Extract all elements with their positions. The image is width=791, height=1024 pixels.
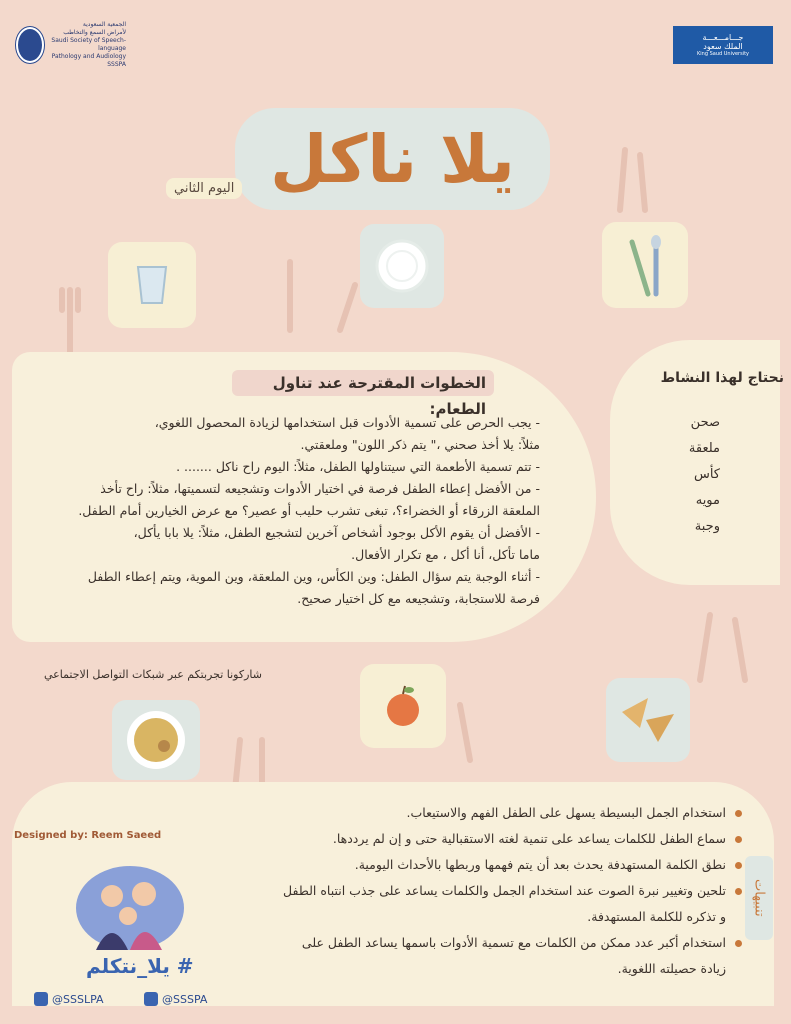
family-icon xyxy=(76,866,184,950)
step-line: - من الأفضل إعطاء الطفل فرصة في اختيار الأدوات وتشجيعه لتسميتها، مثلاً: راح تأخذ xyxy=(100,481,540,496)
step-line: ماما تأكل، أنا أكل ، مع تكرار الأفعال. xyxy=(351,547,540,562)
step-line: الملعقة الزرقاء أو الخضراء؟، تبغى تشرب حليب أو عصير؟ مع عرض الخيارين أمام الطفل. xyxy=(78,503,540,518)
step-line: فرصة للاستجابة، وتشجيعه مع كل اختيار صحيح. xyxy=(297,591,540,606)
list-item: وجبة xyxy=(694,519,720,534)
title-banner xyxy=(235,108,550,210)
meal-bowl-icon xyxy=(124,708,188,772)
glass-icon xyxy=(134,263,170,307)
twitter-icon xyxy=(34,992,48,1006)
needs-title: نحتاج لهذا النشاط xyxy=(660,370,784,386)
list-item: استخدام أكبر عدد ممكن من الكلمات مع تسمية الأدوات باسمها يساعد الطفل على زيادة حصيلته اللغوية. xyxy=(282,930,742,982)
list-item: مويه xyxy=(695,493,720,508)
society-seal-icon xyxy=(16,27,44,63)
step-line: مثلاً: يلا أخذ صحني ،" يتم ذكر اللون" وملعقتي. xyxy=(300,437,540,452)
plate-tile xyxy=(360,224,444,308)
share-text: شاركونا تجربتكم عبر شبكات التواصل الاجتماعي xyxy=(43,668,262,681)
sssplpa-logo: الجمعية السعودية لأمراض السمع والتخاطب Saudi Society of Speech-language Pathology and Audiology SSSPA xyxy=(16,24,126,66)
step-line: - تتم تسمية الأطعمة التي سيتناولها الطفل، مثلاً: اليوم راح ناكل ....... . xyxy=(176,459,540,474)
family-illustration xyxy=(76,866,184,950)
list-item: ملعقة xyxy=(688,441,720,456)
page-title: يلا ناكل xyxy=(270,120,515,198)
hashtag: # يلا_نتكلم xyxy=(86,954,194,978)
cutlery-tile xyxy=(602,222,688,308)
steps-title: الخطوات المقترحة عند تناول الطعام: xyxy=(232,370,494,396)
ksu-logo: جـــامـــعـــة الملك سعود King Saud University xyxy=(673,26,773,64)
samosa-icon xyxy=(618,694,678,746)
plate-icon xyxy=(374,238,430,294)
list-item: استخدام الجمل البسيطة يسهل على الطفل الفهم والاستيعاب. xyxy=(282,800,742,826)
designer-credit: Designed by: Reem Saeed xyxy=(14,830,162,841)
list-item: كأس xyxy=(693,467,720,482)
meal-tile xyxy=(112,700,200,780)
step-line: - يجب الحرص على تسمية الأدوات قبل استخدامها لزيادة المحصول اللغوي، xyxy=(154,415,540,430)
instagram-icon xyxy=(144,992,158,1006)
needs-list xyxy=(640,410,720,540)
instagram-handle[interactable]: @SSSPA xyxy=(144,992,207,1006)
steps-text xyxy=(40,412,540,610)
list-item: صحن xyxy=(690,415,720,430)
step-line: - الأفضل أن يقوم الأكل بوجود أشخاص آخرين لتشجيع الطفل، مثلاً: يلا بابا يأكل، xyxy=(133,525,540,540)
tips-list xyxy=(282,800,742,982)
spoon-fork-icon xyxy=(620,232,670,298)
tips-label: تنبيهات xyxy=(745,856,773,940)
list-item: تلحين وتغيير نبرة الصوت عند استخدام الجمل والكلمات يساعد على جذب انتباه الطفل و تذكره للكلمة المستهدفة. xyxy=(282,878,742,930)
list-item: سماع الطفل للكلمات يساعد على تنمية لغته الاستقبالية حتى و إن لم يرددها. xyxy=(282,826,742,852)
day-label: اليوم الثاني xyxy=(166,178,242,199)
apple-icon xyxy=(383,684,423,728)
glass-tile xyxy=(108,242,196,328)
twitter-handle[interactable]: @SSSLPA xyxy=(34,992,104,1006)
apple-tile xyxy=(360,664,446,748)
samosa-tile xyxy=(606,678,690,762)
list-item: نطق الكلمة المستهدفة يحدث بعد أن يتم فهمها وربطها بالأحداث اليومية. xyxy=(282,852,742,878)
step-line: - أثناء الوجبة يتم سؤال الطفل: وين الكأس، وين الملعقة، وين الموية، ويتم إعطاء الطفل xyxy=(87,569,540,584)
